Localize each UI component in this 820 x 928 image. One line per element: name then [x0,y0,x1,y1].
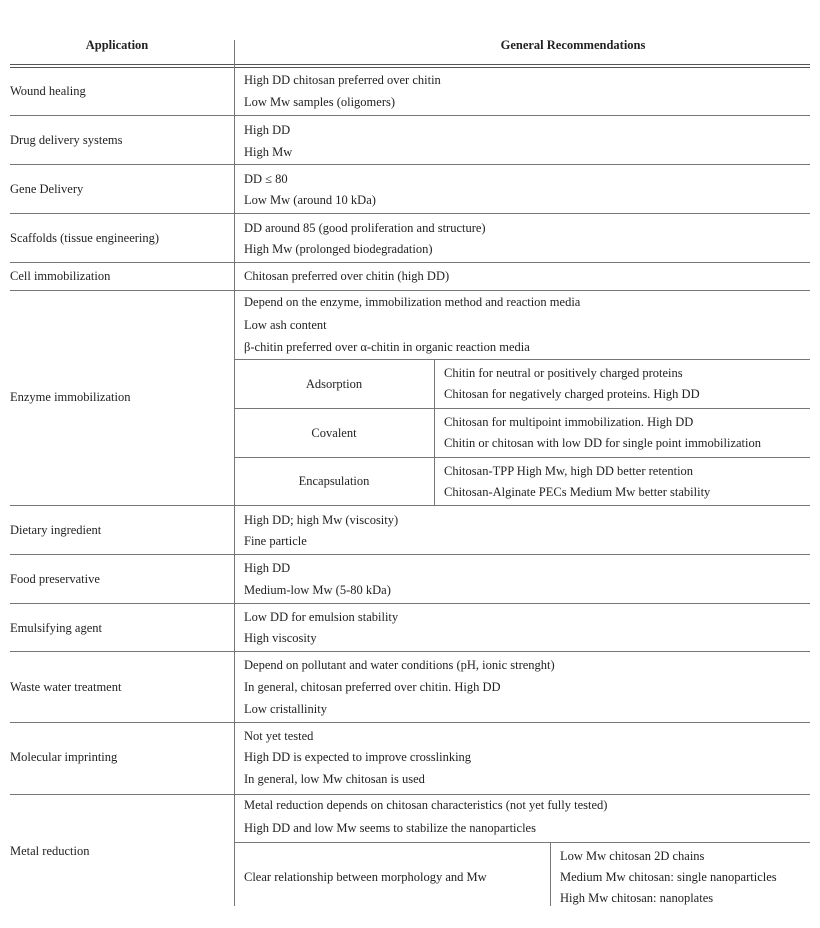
row-divider [10,505,810,506]
sub-row-divider [234,359,810,360]
header-rule-bottom [10,67,810,68]
row-divider [10,164,810,165]
application-cell: Scaffolds (tissue engineering) [10,231,160,245]
immobilization-method: Covalent [311,425,357,440]
method-recommendation-line: Chitosan for negatively charged proteins. High DD [444,387,700,401]
immobilization-method: Adsorption [305,376,363,391]
row-divider [10,262,810,263]
application-cell: Cell immobilization [10,269,111,283]
sub-row-divider [234,457,810,458]
recommendation-line: Low DD for emulsion stability [244,610,399,624]
sub-column-divider [550,842,551,906]
recommendation-line: Depend on pollutant and water conditions (pH, ionic strenght) [244,658,555,672]
recommendation-line: Chitosan preferred over chitin (high DD) [244,269,450,283]
application-cell: Waste water treatment [10,680,122,694]
row-divider [10,115,810,116]
method-recommendation-line: Chitosan-Alginate PECs Medium Mw better stability [444,485,711,499]
row-divider [10,722,810,723]
recommendation-line: Medium-low Mw (5-80 kDa) [244,583,391,597]
recommendation-line: DD ≤ 80 [244,172,288,186]
recommendation-line: High DD; high Mw (viscosity) [244,513,399,527]
sub-column-divider [434,359,435,505]
row-divider [10,794,810,795]
recommendation-line: In general, chitosan preferred over chitin. High DD [244,680,501,694]
morphology-line: High Mw chitosan: nanoplates [560,891,714,905]
recommendation-line: Low ash content [244,318,327,332]
recommendation-line: Low cristallinity [244,702,327,716]
row-divider [10,554,810,555]
recommendation-line: High DD and low Mw seems to stabilize the nanoparticles [244,821,536,835]
application-cell: Food preservative [10,572,100,586]
application-cell: Molecular imprinting [10,750,118,764]
header-rule-top [10,64,810,65]
morphology-line: Medium Mw chitosan: single nanoparticles [560,870,777,884]
recommendation-line: High DD [244,561,291,575]
row-divider [10,603,810,604]
method-recommendation-line: Chitosan for multipoint immobilization. High DD [444,415,694,429]
row-divider [10,213,810,214]
recommendation-line: In general, low Mw chitosan is used [244,772,425,786]
column-divider [234,40,235,906]
recommendation-line: High DD is expected to improve crosslinking [244,750,472,764]
method-recommendation-line: Chitin for neutral or positively charged proteins [444,366,683,380]
application-cell: Wound healing [10,84,86,98]
recommendation-line: Metal reduction depends on chitosan characteristics (not yet fully tested) [244,798,608,812]
application-cell: Emulsifying agent [10,621,102,635]
recommendation-line: High viscosity [244,631,317,645]
recommendation-line: DD around 85 (good proliferation and structure) [244,221,486,235]
method-recommendation-line: Chitin or chitosan with low DD for single point immobilization [444,436,761,450]
morphology-method: Clear relationship between morphology and Mw [244,870,487,884]
sub-row-divider [234,408,810,409]
morphology-line: Low Mw chitosan 2D chains [560,849,705,863]
recommendation-line: Low Mw samples (oligomers) [244,95,396,109]
recommendation-line: High Mw (prolonged biodegradation) [244,242,433,256]
row-divider [10,651,810,652]
row-divider [10,290,810,291]
application-cell: Dietary ingredient [10,523,102,537]
application-cell: Drug delivery systems [10,133,123,147]
recommendation-line: Fine particle [244,534,307,548]
recommendation-line: Not yet tested [244,729,314,743]
recommendation-line: β-chitin preferred over α-chitin in organic reaction media [244,340,530,354]
recommendation-line: Depend on the enzyme, immobilization method and reaction media [244,295,581,309]
application-cell: Enzyme immobilization [10,390,131,404]
header-application: Application [85,38,149,52]
header-recommendations: General Recommendations [500,38,646,52]
immobilization-method: Encapsulation [298,474,370,488]
method-recommendation-line: Chitosan-TPP High Mw, high DD better retention [444,464,694,478]
application-cell: Gene Delivery [10,182,84,196]
recommendation-line: High DD [244,123,291,137]
application-cell: Metal reduction [10,844,90,858]
recommendation-line: High DD chitosan preferred over chitin [244,73,441,87]
recommendation-line: High Mw [244,145,293,159]
sub-row-divider [234,842,810,843]
recommendation-line: Low Mw (around 10 kDa) [244,193,376,207]
